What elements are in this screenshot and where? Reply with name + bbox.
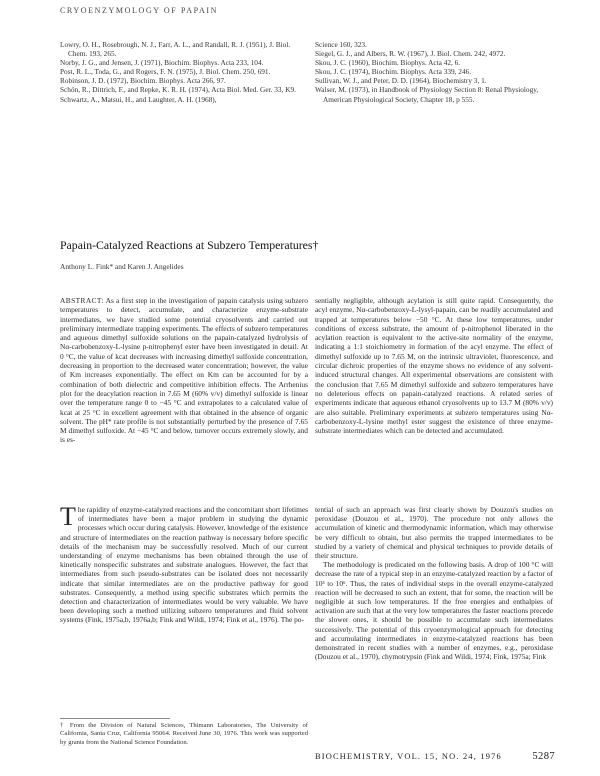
article-title: Papain-Catalyzed Reactions at Subzero Temperatures† [60,238,319,252]
drop-cap: T [60,502,76,531]
abstract-left-column [60,296,308,445]
abstract-right-column [315,296,553,435]
reference-item: Skou, J. C. (1960), Biochim. Biophys. Acta 42, 6. [315,58,461,68]
abstract-label: ABSTRACT: [60,296,104,305]
reference-item: Skou, J. C. (1974), Biochim. Biophys. Acta 339, 246. [315,67,472,77]
reference-item: Norby, J. G., and Jensen, J. (1971), Biochim. Biophys. Acta 233, 104. [60,58,264,68]
reference-item: Science 160, 323. [315,40,367,49]
reference-item: Post, R. L., Toda, G., and Rogers, F. N. (1975), J. Biol. Chem. 250, 691. [60,67,271,77]
page-number: 5287 [532,751,555,762]
reference-item: Robinson, J. D. (1972), Biochim. Biophys. Acta 266, 97. [60,76,226,86]
abstract-text: sentially negligible, although acylation is still quite rapid. Consequently, the acyl enzyme, Nα-carbobenzoxy-L-lysyl-papain, can be readily accumulated and trapped at temperatures below −50 °C. At these low temperatures, under conditions of excess substrate, the amount of p-nitrophenol liberated in the acylation reaction is equivalent to the active-site normality of the enzyme, indicating a 1:1 stoichiometry in formation of the acyl enzyme. The effect of dimethyl sulfoxide up to 7.65 M, on the intrinsic ultraviolet, fluorescence, and circular dichroic properties of the enzyme shows no evidence of any solvent-induced structural changes. All experimental observations are consistent with the conclusion that 7.65 M dimethyl sulfoxide and subzero temperatures have no deleterious effects on papain-catalyzed reactions. A related series of experiments indicate that aqueous ethanol cryosolvents up to 13.7 M (80% v/v) are also suitable. Preliminary experiments at subzero temperatures using Nα-carbobenzoxy-L-lysine methyl ester suggest the existence of three enzyme-substrate intermediates which can be detected and accumulated. [315,296,553,436]
footnote: † From the Division of Natural Sciences, Thimann Laboratories, The University of California, Santa Cruz, California 95064. Received June 30, 1976. This work was supported by grants from the National Science Foundation. [60,722,308,746]
reference-item: Siegel, G. J., and Albers, R. W. (1967), J. Biol. Chem. 242, 4972. [315,49,506,59]
reference-item: Lowry, O. H., Rosebrough, N. J., Farr, A. L., and Randall, R. J. (1951), J. Biol. Chem. 193, 265. [60,40,291,59]
body-paragraph: tential of such an approach was first clearly shown by Douzou's studies on peroxidase (Douzou et al., 1970). The procedure not only allows the accumulation of kinetic and thermodynamic information, which may otherwise be very difficult to obtain, but also permits the trapped intermediates to be studied by a variety of chemical and physical techniques to provide details of their structure. [315,505,553,561]
reference-item: Schön, R., Dittrich, F., and Repke, K. R. H. (1974), Acta Biol. Med. Ger. 33, K9. [60,85,296,95]
reference-item: Sullivan, W. J., and Peter, D. D. (1964), Biochemistry 3, 1. [315,76,487,86]
references-right [315,40,551,104]
running-head: CRYOENZYMOLOGY OF PAPAIN [60,6,218,15]
page-footer [315,752,555,761]
body-paragraph: he rapidity of enzyme-catalyzed reactions and the concomitant short lifetimes of intermediates have been a major problem in studying the dynamic processes which occur during catalysis. However, knowledge of the existence and structure of intermediates on the reaction pathway is necessary before specific details of the mechanism may be successfully resolved. Much of our current understanding of enzyme mechanisms has been obtained through the use of kinetically nonspecific substrates and substrate analogues. However, the fact that intermediates from such pseudo-substrates can be isolated does not necessarily indicate that similar intermediates are on the productive pathway for good substrates. Consequently, a method using specific substrates which permits the detection and characterization of intermediates would be very valuable. We have been developing such a method utilizing subzero temperatures and fluid solvent systems (Fink, 1975a,b, 1976a,b; Fink and Wildi, 1974; Fink et al., 1976). The po- [60,505,308,625]
journal-citation: BIOCHEMISTRY, VOL. 15, NO. 24, 1976 [315,752,502,761]
article-authors: Anthony L. Fink* and Karen J. Angelides [60,262,184,271]
references-left [60,40,308,104]
reference-item: Walser, M. (1973), in Handbook of Physiology Section 8: Renal Physiology, American Physiological Society, Chapter 18, p 555. [315,85,539,104]
body-right-column [315,505,553,661]
body-paragraph: The methodology is predicated on the following basis. A drop of 100 °C will decrease the rate of a typical step in an enzyme-catalyzed reaction by a factor of 10³ to 10⁶. Thus, the rates of individual steps in the overall enzyme-catalyzed reaction will be decreased to such an extent, that for some, the reaction will be negligible at such low temperatures. If the free energies and enthalpies of activation are such that at the very low temperatures the faster reactions precede the slower ones, it should be possible to accumulate such intermediates successively. The potential of this cryoenzymological approach for detecting and accumulating intermediates in enzyme-catalyzed reactions has been demonstrated in recent studies with a number of enzymes, e.g., peroxidase (Douzou et al., 1970), chymotrypsin (Fink and Wildi, 1974; Fink, 1975a; Fink [315,560,553,662]
footnote-rule [60,718,170,719]
body-left-column [60,502,308,625]
reference-item: Schwartz, A., Matsui, H., and Laughter, A. H. (1968), [60,94,217,104]
abstract-text: As a first step in the investigation of papain catalysis using subzero temperatures to detect, accumulate, and characterize enzyme-substrate intermediates, we have studied some potential cryosolvents and carried out preliminary intermediate trapping experiments. The effects of subzero temperatures and aqueous dimethyl sulfoxide solutions on the papain-catalyzed hydrolysis of Nα-carbobenzoxy-L-lysine p-nitrophenyl ester have been investigated in detail. At 0 °C, the value of kcat decreases with increasing dimethyl sulfoxide concentration, decreasing in proportion to the decreased water concentration; however, the value of Km increases exponentially. The effect on Km can be accounted for by a combination of both dielectric and competitive inhibition effects. The Arrhenius plot for the deacylation reaction in 7.65 M (60% v/v) dimethyl sulfoxide is linear over the temperature range 0 to −45 °C and extrapolates to a calculated value of kcat at 25 °C in excellent agreement with that obtained in the absence of organic solvent. The pH* rate profile is not substantially perturbed by the presence of 7.65 M dimethyl sulfoxide. At −45 °C and below, turnover occurs extremely slowly, and is es- [60,296,308,445]
